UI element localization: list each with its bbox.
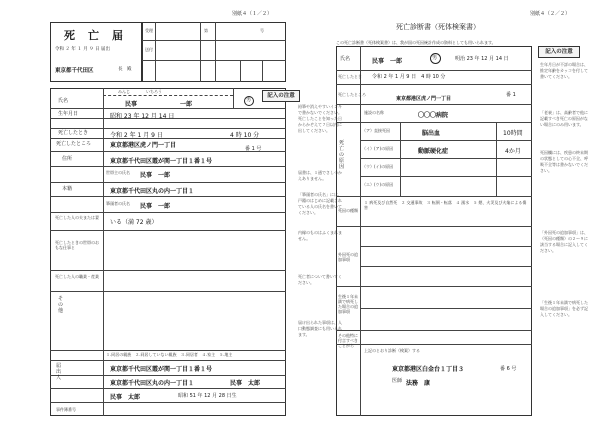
cause-label: 死亡の原因 — [339, 140, 345, 170]
hospital-address: 東京都港区白金台１丁目３ — [392, 366, 465, 373]
given-name-value: 一郎 — [180, 101, 193, 108]
right-name-label: 氏名 — [340, 56, 351, 62]
informant-head: 民事 太郎 — [230, 380, 261, 387]
right-death-label: 死亡したとき — [338, 74, 362, 79]
honseki-label: 本籍 — [62, 186, 73, 192]
right-notes-title: 記入の注意 — [538, 46, 580, 58]
cause-2-value: 動脈硬化症 — [418, 148, 449, 155]
receipt-number: 第 — [204, 28, 208, 33]
death-time-label: 死亡したとき — [58, 130, 89, 136]
head-name-label: 筆頭者の氏名 — [106, 201, 130, 206]
facility-value: 〇〇〇病院 — [418, 112, 449, 119]
birth-date-value: 昭和 23 年 12 月 14 日 — [110, 113, 175, 120]
doctor-number: 番 6 号 — [500, 366, 517, 372]
doctor-name: 法務 康 — [406, 380, 431, 387]
row-label-d: （エ）(ウ)の原因 — [362, 182, 394, 187]
spouse-status: いる（満 72 歳） — [110, 219, 158, 226]
case-number-label: 事件簿番号 — [56, 407, 76, 412]
right-death-value: 令和 2 年 1 月 9 日 4 時 10 分 — [372, 74, 446, 80]
cause-1-value: 脳出血 — [422, 130, 441, 137]
row-label-a: （ア）直接死因 — [362, 128, 390, 133]
external-label: 外因死の追加事項 — [338, 252, 358, 262]
informant-sign-name: 民事 太郎 — [110, 394, 141, 401]
death-place-value: 東京都港区虎ノ門一丁目 — [110, 142, 177, 149]
receipt-accepted: 受理 — [145, 28, 153, 33]
receipt-go: 号 — [260, 28, 264, 33]
informant-birth: 昭和 51 年 12 月 28 日生 — [178, 393, 237, 399]
right-note-1: 生年月日が不詳の場合は、推定年齢をカッコを付して書いてください。 — [540, 62, 588, 79]
left-note-5: 死亡者について書いてください。 — [298, 274, 342, 285]
right-note-3: 死因欄には、疾患の終末期の状態としての心不全、呼吸不全等は書かないでください。 — [540, 150, 588, 173]
death-date-value: 令和 2 年 1 月 9 日 — [110, 132, 163, 139]
householder-value: 民事 一郎 — [140, 172, 171, 179]
death-time-value: 4 時 10 分 — [230, 132, 260, 139]
job-label: 死亡した人の職業・産業 — [55, 274, 99, 279]
honseki-value: 東京都千代田区丸の内一丁目１ — [110, 188, 195, 195]
infant-label: 生後１年未満で病死した場合の追加事項 — [338, 294, 358, 314]
receipt-table — [142, 22, 286, 82]
right-note-4: 「外因死の追加事項」は、（死因の種類）の２～９に該当する場合に記入してください。 — [540, 230, 588, 253]
right-note-5: 「生後１年未満で病死した場合の追加事項」を必ず記入してください。 — [540, 300, 588, 317]
left-note-4: 内縁のものはふくまれません。 — [298, 230, 342, 241]
receipt-sent: 送付 — [145, 47, 153, 52]
birth-label: 生年月日 — [58, 111, 79, 117]
head-name-value: 民事 一郎 — [140, 203, 171, 210]
sex-male: 男 — [246, 97, 252, 103]
interval-1-value: 10時間 — [503, 130, 523, 137]
issuer-text: 上記のとおり診断（検案）する — [364, 348, 420, 353]
right-place-label: 死亡したところ — [338, 92, 366, 97]
certificate-caption: この死亡診断書（死体検案書）は、我が国の死因統計作成の資料としても用いられます。 — [336, 40, 496, 45]
furigana: みんじ いちろう — [118, 89, 162, 94]
right-place-address: 東京都港区虎ノ門一丁目 — [396, 96, 452, 102]
right-note-2: 「老衰」は、高齢者で他に記載すべき死亡の原因がない場合にのみ用います。 — [540, 110, 588, 127]
death-place-label: 死亡したところ — [56, 141, 92, 147]
right-birth-value: 明治 23 年 12 月 14 日 — [455, 56, 509, 62]
facility-label: 施設の名称 — [364, 110, 384, 115]
left-note-2: 届書は、１通でさしつかえありません。 — [298, 170, 342, 181]
form-title: 死 亡 届 — [64, 29, 124, 42]
informant-label: 届出人 — [56, 363, 62, 381]
ward-office: 東京都千代田区 — [55, 68, 94, 74]
row-label-c: （ウ）(イ)の原因 — [362, 164, 394, 169]
left-note-3: 「筆頭者の氏名」には、戸籍のはじめに記載されている人の氏名を書いてください。 — [298, 192, 342, 215]
domicile-value: 東京都千代田区霞が関一丁目１番１号 — [110, 158, 213, 165]
name-label: 氏名 — [58, 98, 69, 104]
surname-value: 民事 — [125, 101, 138, 108]
other-special-label: その他特に付言すべきことがら — [338, 333, 358, 348]
death-place-number: 番 1 号 — [245, 146, 262, 152]
right-sex-value: 男 — [432, 55, 438, 61]
right-place-number: 番 1 — [506, 92, 516, 98]
left-note-6: 届け出られた事項は、人口動態調査にも用いられます。 — [298, 320, 342, 337]
certificate-title: 死亡診断書（死体検案書） — [396, 23, 480, 31]
other-label: その他 — [58, 296, 64, 314]
spouse-label: 死亡した人の夫または妻 — [55, 215, 99, 220]
kind-text: １ 病死及び自然死 ２ 交通事故 ３ 転倒・転落 ４ 溺水 ５ 煙、火災及び火焔による傷害 — [364, 200, 527, 210]
interval-2-value: 4か月 — [505, 148, 521, 155]
right-name-value: 民事 一郎 — [372, 58, 403, 65]
informant-honseki: 東京都千代田区丸の内一丁目１ — [110, 380, 195, 387]
informant-address: 東京都千代田区霞が関一丁目１番１号 — [110, 366, 213, 373]
chief-label: 長 殿 — [118, 67, 132, 72]
left-appendix-label: 別紙４（１／２） — [232, 11, 273, 17]
informant-types: １.同居の親族 ２.同居していない親族 ３.同居者 ４.家主 ５.地主 — [106, 352, 233, 357]
kind-label: 死因の種類 — [338, 208, 358, 213]
row-label-b: （イ）(ア)の原因 — [362, 146, 394, 151]
domicile-label: 住所 — [62, 156, 73, 162]
occupation-label: 死亡したときの世帯のおもな仕事と — [55, 240, 99, 250]
right-appendix-label: 別紙４（２／２） — [530, 11, 571, 17]
doctor-label: 医師 — [392, 378, 403, 384]
left-notes-title: 記入の注意 — [262, 90, 300, 102]
householder-label: 世帯主の氏名 — [106, 170, 130, 175]
submit-date: 令和 ２ 年 １ 月 ９ 日 届出 — [55, 47, 111, 52]
left-note-1: 鉛筆や消えやすいインキで書かないでください。死亡したことを知った日からかぞえて７日以内に出してください。 — [298, 104, 342, 133]
